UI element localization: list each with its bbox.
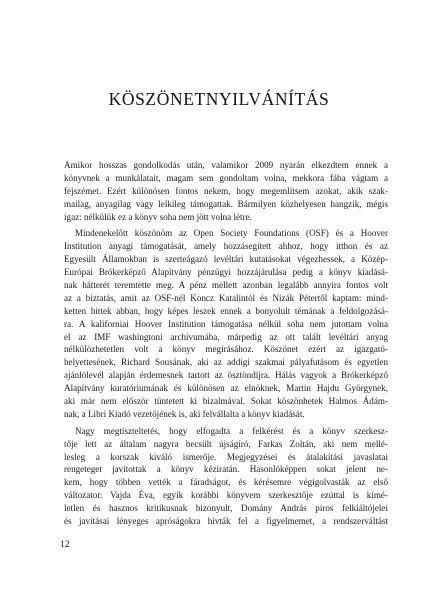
text-line: tője lett az általam nagyra becsült újságíró, Farkas Zoltán, aki nem mellé- (64, 438, 388, 449)
text-line: igaz: nélkülük ez a könyv soha nem jött volna létre. (64, 211, 252, 222)
text-line: Mindenekelőtt köszönöm az Open Society Foundations (OSF) és a Hoover (75, 228, 388, 239)
text-line: helyettesének, Richard Sousának, aki az addigi szakmai pályafutásom és egyetlen (64, 357, 388, 368)
text-line: változatot: Vajda Éva, egyik korábbi könyvem szerkesztője ezúttal is kímé- (64, 490, 388, 501)
text-line: Európai Brókerképző Alapítvány pénzügyi hozzájárulása pedig a könyv kiadásá- (64, 267, 388, 278)
text-line: és javításai lényeges apróságokra hívták fel a figyelmemet, a rendszerváltást (64, 516, 388, 527)
paragraph (64, 159, 388, 223)
body-text (64, 159, 388, 532)
text-line: ajánlólevél alapján érdemesnek tartott az ösztöndíjra. Hálás vagyok a Brókerképző (64, 370, 388, 381)
paragraph (64, 425, 388, 528)
text-line: lesleg a korszak kiváló ismerője. Megjegyzései és átalakítási javaslatai (64, 451, 388, 462)
text-line: fejszémet. Ezért különösen fontos nekem, hogy megemlítsem azokat, akik szak- (64, 185, 388, 196)
text-line: Amikor hosszas gondolkodás után, valamikor 2009 nyarán elkezdtem ennek a (64, 160, 388, 170)
text-line: nak hátterét teremtette meg. A pénz mellett azonban legalább annyira fontos volt (64, 280, 388, 291)
chapter-title: KÖSZÖNETNYILVÁNÍTÁS (108, 89, 330, 109)
text-line: ra. A kaliforniai Hoover Institution támogatása nélkül soha nem jutottam volna (64, 318, 388, 329)
text-line: aki már nem először tüntetett ki bizalmával. Sokat köszönhetek Halmos Ádám- (64, 396, 388, 407)
text-line: mailag, anyagilag vagy lelkileg támogattak. Bármilyen közhelyesen hangzik, mégis (64, 198, 388, 209)
text-line: rengeteget javítottak a könyv kéziratán. Hasonlóképpen sokat jelent ne- (64, 464, 388, 475)
text-line: az a biztatás, amit az OSF-nél Koncz Katalintól és Nizák Pétertől kaptam: mind- (64, 292, 388, 303)
paragraph (64, 227, 388, 420)
text-line: el az IMF washingtoni archívumába, márpedig az ott talált levéltári anyag (64, 331, 388, 342)
text-line: Alapítvány kuratóriumának és különösen az elnöknek, Martin Hajdu Györgynek, (64, 383, 388, 394)
text-line: kem, hogy többen vették a fáradságot, és kérésemre végigolvasták az első (64, 477, 388, 488)
page-number: 12 (60, 540, 70, 550)
text-line: nélkülözhetetlen volt a könyv megírásához. Köszönet ezért az igazgatö- (64, 344, 388, 355)
text-line: Egyesült Államokban is szerteágazó levéltári kutatásokat végezhessek, a Közép- (64, 254, 388, 265)
text-line: nak, a Libri Kiadó vezetőjének is, aki felvállalta a könyv kiadását. (64, 408, 305, 419)
text-line: letlen és hasznos kritikusnak bizonyult, Domány András piros felkiáltójelei (64, 503, 388, 514)
text-line: ketten hittek abban, hogy képes leszek ennek a bonyolult témának a feldolgozásá- (64, 305, 388, 316)
text-line: Nagy megtiszteltetés, hogy elfogadta a felkérést és a könyv szerkesz- (75, 425, 388, 436)
text-line: Institution anyagi támogatását, amely hozzásegített ahhoz, hogy itthon és az (64, 241, 388, 252)
text-line: könyvnek a munkálatait, magam sem gondoltam volna, mekkora fába vágtam a (64, 172, 388, 183)
